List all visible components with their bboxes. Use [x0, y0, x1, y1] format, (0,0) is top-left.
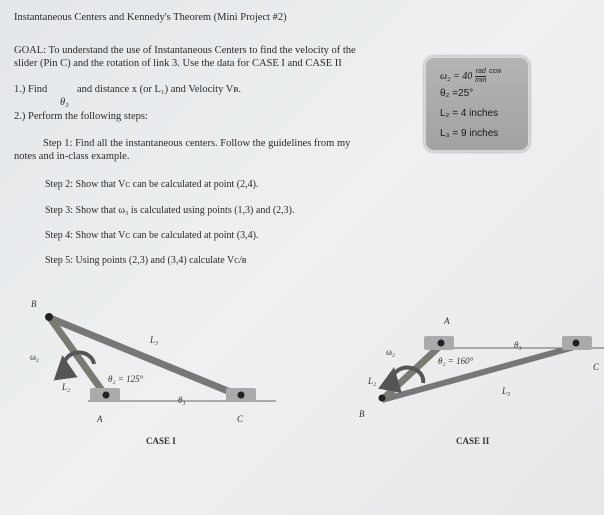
- document-title: Instantaneous Centers and Kennedy's Theorem (Mini Project #2): [14, 12, 287, 23]
- label-theta3: θ₃: [514, 340, 522, 350]
- joint-a: [438, 340, 445, 347]
- item-2: 2.) Perform the following steps:: [14, 111, 148, 122]
- label-b: B: [31, 299, 37, 309]
- label-l2: L₂: [368, 376, 377, 386]
- label-omega: ω₂: [30, 352, 40, 362]
- joint-b: [379, 395, 386, 402]
- omega-given: ω₂ = 40: [440, 71, 473, 83]
- label-l3: L₃: [150, 335, 159, 345]
- joint-a: [103, 392, 110, 399]
- goal-line-2: slider (Pin C) and the rotation of link 3. Use the data for CASE I and CASE II: [14, 58, 342, 69]
- label-l3: L₃: [502, 386, 511, 396]
- l3-given: L₃ = 9 inches: [440, 128, 499, 139]
- label-theta3: θ₃: [178, 395, 186, 405]
- label-c: C: [237, 414, 244, 424]
- case-2-caption: CASE II: [456, 436, 490, 446]
- joint-c: [573, 340, 580, 347]
- theta-given: θ₂ =25°: [440, 88, 474, 99]
- step-1: Step 1: Find all the instantaneous centers. Follow the guidelines from my: [43, 138, 351, 149]
- omega-direction: ccw: [489, 68, 502, 75]
- step-1-cont: notes and in-class example.: [14, 151, 130, 162]
- label-theta2: θ₂ = 125°: [108, 374, 144, 384]
- case-1-diagram: [30, 299, 276, 446]
- step-4: Step 4: Show that Vᴄ can be calculated at point (3,4).: [45, 230, 259, 241]
- item-1-suffix: and distance x (or L₁) and Velocity Vʙ.: [77, 84, 241, 95]
- label-omega: ω₂: [386, 347, 396, 357]
- omega-unit-num: rad: [475, 68, 486, 75]
- theta3-symbol: θ₃: [60, 97, 69, 108]
- step-2: Step 2: Show that Vᴄ can be calculated at point (2,4).: [45, 179, 259, 190]
- joint-c: [238, 392, 245, 399]
- label-a: A: [97, 414, 103, 424]
- label-theta2: θ₂ = 160°: [438, 356, 474, 366]
- l2-given: L₂ = 4 inches: [440, 108, 499, 119]
- case-1-caption: CASE I: [146, 436, 176, 446]
- goal-line-1: GOAL: To understand the use of Instantaneous Centers to find the velocity of the: [14, 45, 356, 56]
- label-a: A: [444, 316, 450, 326]
- label-b: B: [359, 409, 365, 419]
- omega-unit-den: min: [475, 77, 487, 84]
- case-2-diagram: [359, 316, 604, 446]
- step-5: Step 5: Using points (2,3) and (3,4) calculate Vᴄ/ʙ: [45, 255, 247, 266]
- label-c: C: [593, 362, 600, 372]
- label-l2: L₂: [62, 382, 71, 392]
- joint-b: [45, 313, 53, 321]
- step-3: Step 3: Show that ω₃ is calculated using points (1,3) and (2,3).: [45, 205, 295, 216]
- item-1-prefix: 1.) Find: [14, 84, 48, 95]
